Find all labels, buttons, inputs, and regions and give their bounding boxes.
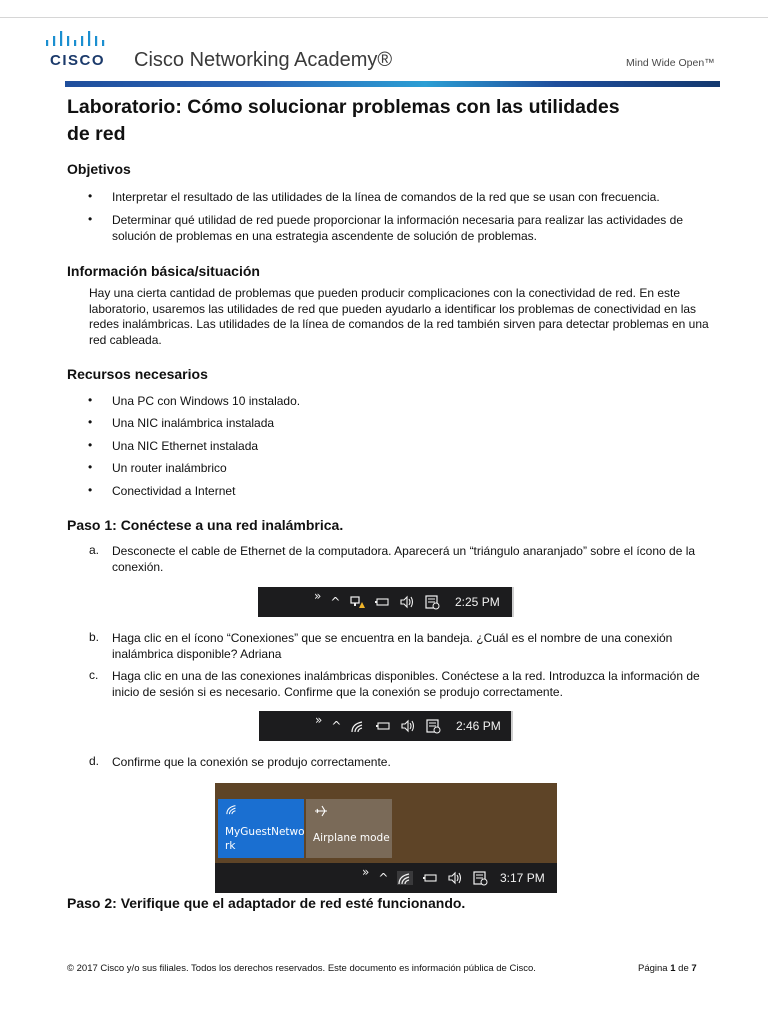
overflow-icon: » [314,589,322,603]
show-desktop-edge [512,587,514,617]
bullet-dot: • [88,460,93,474]
wifi-network-name: MyGuestNetwork [225,826,305,852]
heading-paso-2: Paso 2: Verifique que el adaptador de red esté funcionando. [67,895,466,911]
step-letter-d: d. [89,754,100,768]
bullet-dot: • [88,189,93,203]
footer-copyright: © 2017 Cisco y/o sus filiales. Todos los derechos reservados. Este documento es información pública de Cisco. [67,963,536,974]
cisco-wordmark: CISCO [50,52,106,69]
taskbar-screenshot-3 [215,863,557,893]
airplane-icon [313,803,329,819]
wifi-icon [397,871,413,885]
page-current: 1 [670,963,676,974]
wifi-icon [225,803,239,815]
caret-up-icon: ^ [378,871,389,885]
clock-time: 3:17 PM [500,871,545,885]
page-prefix: Página [638,963,668,974]
bullet-dot: • [88,212,93,226]
informacion-text: Hay una cierta cantidad de problemas que pueden producir complicaciones con la conectividad de red. En este laboratorio, usaremos las utilidades de red que pueden ayudarlo a identificar los problemas de conectividad en las redes inalámbricas. Las utilidades de la línea de comandos de la red también sirven para detectar problemas en una red cableada. [89,286,709,347]
recurso-item: Una PC con Windows 10 instalado. [112,394,301,408]
heading-informacion: Información básica/situación [67,263,260,279]
recurso-item: Un router inalámbrico [112,461,227,475]
brand-title: Cisco Networking Academy® [134,49,393,71]
header-gradient-bar [65,81,720,87]
taskbar-screenshot-1 [258,587,514,617]
wifi-network-tile[interactable] [218,799,304,858]
action-center-icon [424,594,440,610]
caret-up-icon: ^ [331,719,342,733]
taskbar-screenshot-2 [259,711,513,741]
wifi-icon [350,719,366,733]
step-b-text: Haga clic en el ícono “Conexiones” que se encuentra en la bandeja. ¿Cuál es el nombre de una conexión inalámbrica disponible? Adriana [112,631,673,661]
battery-icon [375,720,391,732]
recurso-item: Una NIC Ethernet instalada [112,439,259,453]
clock-time: 2:46 PM [456,719,501,733]
step-letter-b: b. [89,630,100,644]
overflow-icon: » [315,713,323,727]
volume-icon [447,871,463,885]
page-title-line-1: Laboratorio: Cómo solucionar problemas con las utilidades [67,96,620,118]
heading-paso-1: Paso 1: Conéctese a una red inalámbrica. [67,517,344,533]
bullet-dot: • [88,393,93,407]
recurso-item: Conectividad a Internet [112,484,236,498]
tagline: Mind Wide Open™ [626,57,715,69]
tray-icons [362,863,488,893]
recurso-item: Una NIC inalámbrica instalada [112,416,275,430]
network-warning-icon [349,595,365,609]
step-d-text: Confirme que la conexión se produjo correctamente. [112,755,391,769]
cisco-bridge-icon [44,30,118,52]
page-title-line-2: de red [67,123,126,145]
tray-icons [314,587,440,617]
step-a-text: Desconecte el cable de Ethernet de la computadora. Aparecerá un “triángulo anaranjado” sobre el ícono de la conexión. [112,544,696,574]
page-total: 7 [691,963,697,974]
cisco-logo [44,30,118,70]
volume-icon [400,719,416,733]
heading-recursos: Recursos necesarios [67,366,208,382]
objetivo-item: Interpretar el resultado de las utilidades de la línea de comandos de la red que se usan con frecuencia. [112,190,660,204]
bullet-dot: • [88,483,93,497]
objetivo-item: Determinar qué utilidad de red puede proporcionar la información necesaria para realizar las actividades de solución de problemas en una estrategia ascendente de solución de problemas. [112,213,683,243]
network-flyout-screenshot [215,783,557,893]
bullet-dot: • [88,415,93,429]
step-c-text: Haga clic en una de las conexiones inalámbricas disponibles. Conéctese a la red. Introduzca la información de inicio de sesión si es necesario. Confirme que la conexión se produjo correctamente. [112,669,700,699]
heading-objetivos: Objetivos [67,161,131,177]
caret-up-icon: ^ [330,595,341,609]
page-title [67,94,707,148]
battery-icon [374,596,390,608]
step-letter-c: c. [89,668,99,682]
clock-time: 2:25 PM [455,595,500,609]
step-letter-a: a. [89,543,100,557]
overflow-icon: » [362,865,370,879]
airplane-mode-tile[interactable] [306,799,392,858]
footer-page-number [638,963,697,974]
page-mid: de [678,963,689,974]
volume-icon [399,595,415,609]
action-center-icon [425,718,441,734]
battery-icon [422,872,438,884]
top-rule [0,17,768,18]
bullet-dot: • [88,438,93,452]
airplane-mode-label: Airplane mode [313,832,390,844]
show-desktop-edge [511,711,513,741]
tray-icons [315,711,441,741]
action-center-icon [472,870,488,886]
